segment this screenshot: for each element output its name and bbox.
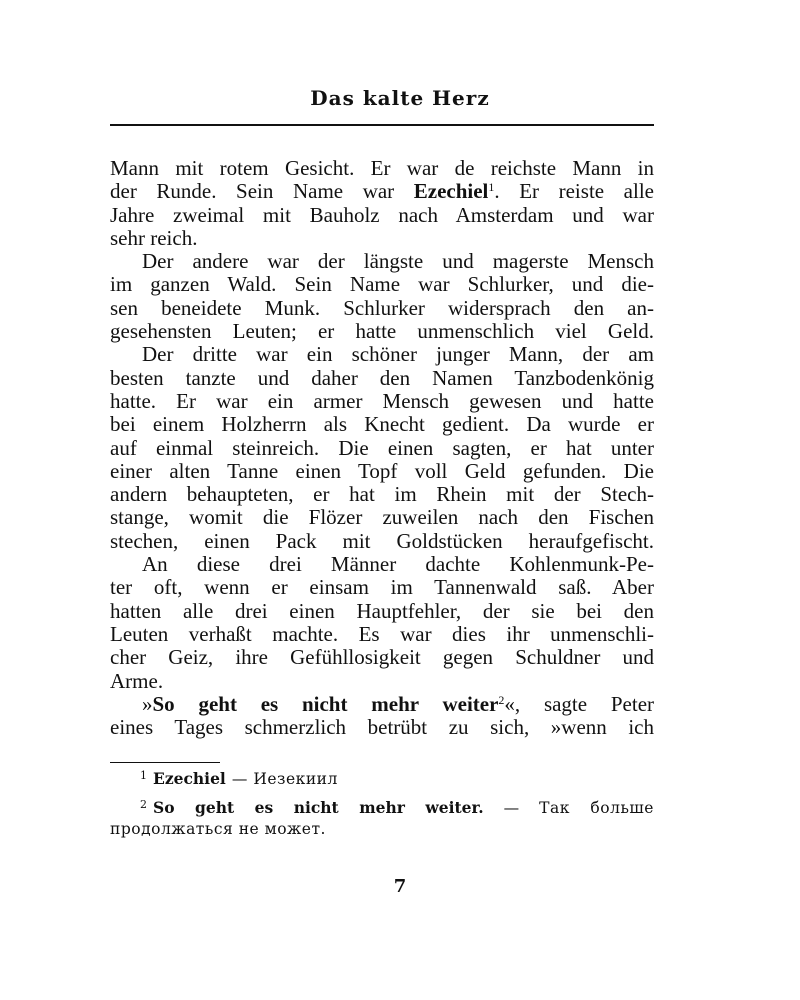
page-number: 7	[393, 876, 407, 897]
text-line: hatte. Er war ein armer Mensch gewesen und hatte	[110, 388, 654, 413]
footnote-dash: —	[503, 799, 520, 817]
running-head: Das kalte Herz	[310, 86, 490, 110]
paragraph	[110, 693, 654, 740]
footnote-1	[110, 768, 654, 790]
text-line: gesehensten Leuten; er hatte unmenschlich viel Geld.	[110, 319, 654, 344]
text-fragment: . Er reiste alle	[494, 179, 654, 204]
text-line	[110, 180, 654, 203]
footnote-translation: Иезекиил	[253, 770, 338, 788]
text-line: stechen, einen Pack mit Goldstücken heraufgefischt.	[110, 528, 654, 553]
text-line: ter oft, wenn er einsam im Tannenwald saß. Aber	[110, 575, 654, 600]
text-line: stange, womit die Flözer zuweilen nach den Fischen	[110, 505, 654, 530]
footnote-ref-1[interactable]: 1	[488, 180, 495, 195]
footnote-term: Ezechiel	[153, 769, 226, 788]
text-line: Arme.	[110, 668, 164, 693]
text-fragment: der Runde. Sein Name war	[110, 179, 414, 204]
paragraph	[110, 553, 654, 693]
body-text	[110, 157, 654, 739]
text-line: cher Geiz, ihre Gefühllosigkeit gegen Schuldner und	[110, 645, 654, 670]
text-line: einer alten Tanne einen Topf voll Geld gefunden. Die	[110, 458, 654, 483]
text-line: Leuten verhaßt machte. Es war dies ihr unmenschli-	[110, 621, 654, 646]
footnote-number: 1	[140, 769, 147, 782]
text-line: besten tanzte und daher den Namen Tanzbodenkönig	[110, 365, 654, 390]
footnote-translation: Так больше	[539, 799, 654, 817]
footnote-rule	[110, 762, 220, 763]
text-line: sehr reich.	[110, 225, 198, 250]
text-line: eines Tages schmerzlich betrübt zu sich, »wenn ich	[110, 715, 654, 740]
text-line: Mann mit rotem Gesicht. Er war de reichste Mann in	[110, 156, 654, 180]
footnote-term: So geht es nicht mehr weiter.	[153, 798, 484, 817]
paragraph	[110, 343, 654, 553]
paragraph	[110, 157, 654, 250]
quote-bold: So geht es nicht mehr weiter	[152, 691, 499, 716]
text-line: Jahre zweimal mit Bauholz nach Amsterdam und war	[110, 202, 654, 227]
text-line: hatten alle drei einen Hauptfehler, der sie bei den	[110, 598, 654, 623]
text-fragment: «, sagte Peter	[504, 691, 655, 716]
text-line: An diese drei Männer dachte Kohlenmunk-Pe-	[142, 552, 654, 577]
text-line: andern behaupteten, er hat im Rhein mit der Stech-	[110, 482, 654, 507]
footnote-line: продолжаться не может.	[110, 820, 326, 838]
text-line: Der dritte war ein schöner junger Mann, der am	[142, 342, 654, 367]
text-line: im ganzen Wald. Sein Name war Schlurker, und die-	[110, 272, 654, 297]
footnote-number: 2	[140, 798, 147, 811]
footnote-ref-2[interactable]: 2	[498, 692, 505, 707]
footnote-2	[110, 797, 654, 840]
text-line: sen beneidete Munk. Schlurker widersprach den an-	[110, 295, 654, 320]
footnote-dash: —	[231, 770, 248, 788]
text-line: Der andere war der längste und magerste Mensch	[142, 249, 654, 274]
text-fragment: »	[142, 691, 153, 716]
text-line: auf einmal steinreich. Die einen sagten, er hat unter	[110, 435, 654, 460]
text-line: bei einem Holzherrn als Knecht gedient. Da wurde er	[110, 412, 654, 437]
footnotes	[110, 768, 654, 840]
name-ezechiel: Ezechiel	[413, 179, 489, 204]
header-rule	[110, 124, 654, 126]
footnote-line	[110, 797, 654, 819]
paragraph	[110, 250, 654, 343]
text-line	[110, 693, 654, 716]
footnote-line	[110, 768, 654, 790]
